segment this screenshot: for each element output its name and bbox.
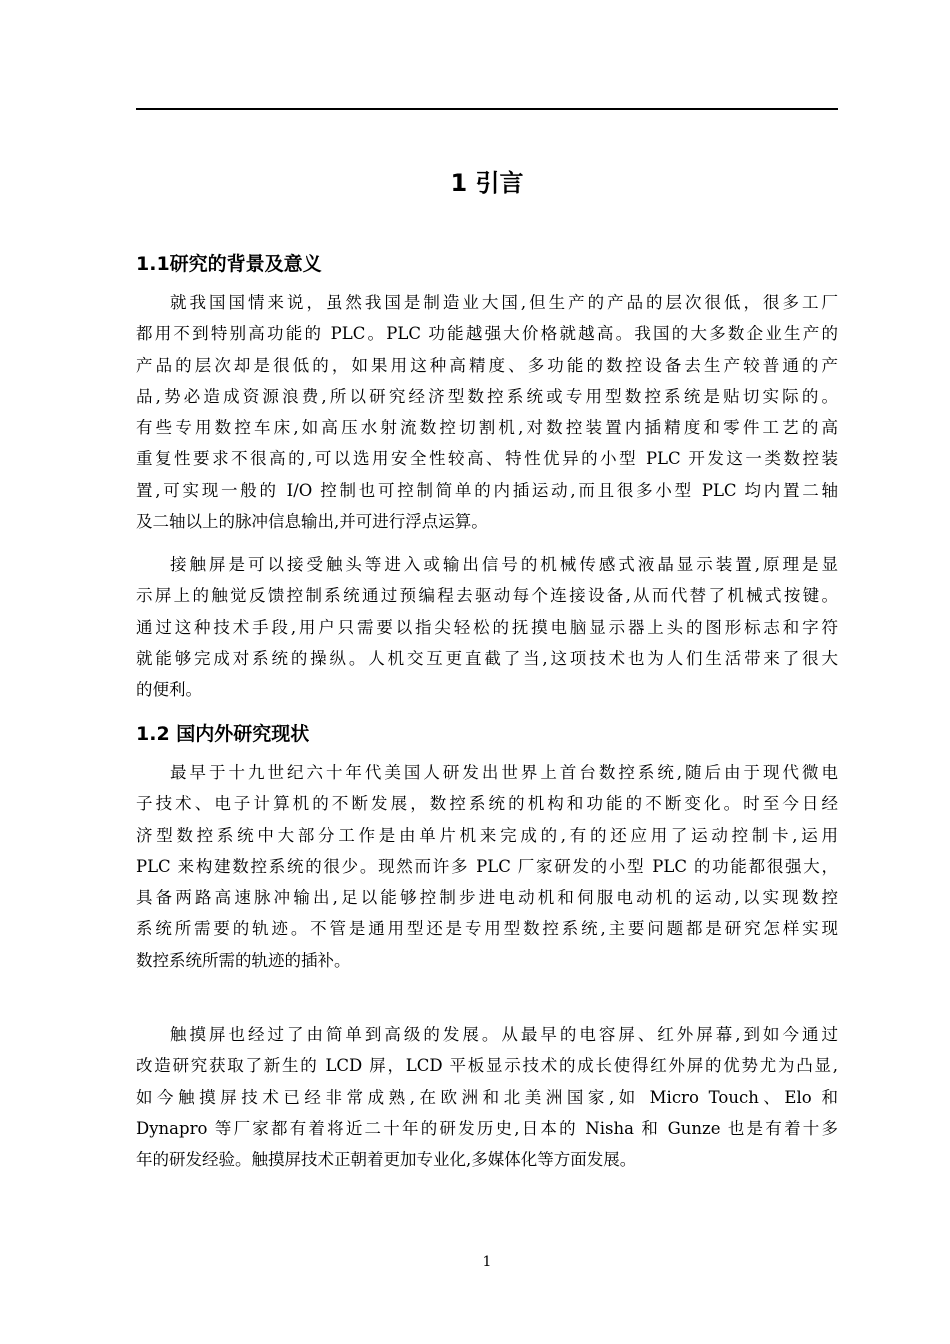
paragraph [136,757,838,976]
paragraph-line: 有些专用数控车床,如高压水射流数控切割机,对数控装置内插精度和零件工艺的高 [136,418,838,438]
paragraph-line: 改造研究获取了新生的 LCD 屏，LCD 平板显示技术的成长使得红外屏的优势尤为凸显, [136,1056,838,1076]
paragraph-line: 都用不到特别高功能的 PLC。PLC 功能越强大价格就越高。我国的大多数企业生产的 [136,324,838,344]
section-title-1-1: 1.1研究的背景及意义 [136,253,322,275]
paragraph [136,1019,838,1175]
paragraph [136,287,838,537]
chapter-title: 1 引言 [450,169,524,197]
paragraph-line: 年的研发经验。触摸屏技术正朝着更加专业化,多媒体化等方面发展。 [136,1150,637,1170]
header-rule [136,108,838,110]
paragraph-line: 品,势必造成资源浪费,所以研究经济型数控系统或专用型数控系统是贴切实际的。 [136,386,838,406]
paragraph-line: 产品的层次却是很低的，如果用这种高精度、多功能的数控设备去生产较普通的产 [136,355,838,375]
paragraph-line: 如今触摸屏技术已经非常成熟,在欧洲和北美洲国家,如 Micro Touch、Elo 和 [136,1087,838,1107]
section-title-1-2: 1.2 国内外研究现状 [136,723,310,745]
paragraph-line: 接触屏是可以接受触头等进入或输出信号的机械传感式液晶显示装置,原理是显 [170,555,838,574]
paragraph-line: 系统所需要的轨迹。不管是通用型还是专用型数控系统,主要问题都是研究怎样实现 [136,919,838,939]
paragraph-line: 示屏上的触觉反馈控制系统通过预编程去驱动每个连接设备,从而代替了机械式按键。 [136,586,838,606]
paragraph-line: 子技术、电子计算机的不断发展，数控系统的机构和功能的不断变化。时至今日经 [136,794,838,814]
paragraph-line: 的便利。 [136,680,202,700]
paragraph-line: 就能够完成对系统的操纵。人机交互更直截了当,这项技术也为人们生活带来了很大 [136,648,838,668]
page-number: 1 [482,1254,492,1270]
paragraph [136,549,838,705]
paragraph-line: PLC 来构建数控系统的很少。现然而许多 PLC 厂家研发的小型 PLC 的功能都很强大， [136,856,838,876]
paragraph-line: 及二轴以上的脉冲信息输出,并可进行浮点运算。 [136,512,488,532]
paragraph-line: 最早于十九世纪六十年代美国人研发出世界上首台数控系统,随后由于现代微电 [170,763,838,782]
paragraph-line: 通过这种技术手段,用户只需要以指尖轻松的抚摸电脑显示器上头的图形标志和字符 [136,617,838,637]
paragraph-line: 济型数控系统中大部分工作是由单片机来完成的,有的还应用了运动控制卡,运用 [136,825,838,845]
paragraph-line: 触摸屏也经过了由简单到高级的发展。从最早的电容屏、红外屏幕,到如今通过 [170,1025,838,1044]
paragraph-line: 具备两路高速脉冲输出,足以能够控制步进电动机和伺服电动机的运动,以实现数控 [136,888,838,908]
paragraph-line: 重复性要求不很高的,可以选用安全性较高、特性优异的小型 PLC 开发这一类数控装 [136,449,838,469]
paragraph-line: 就我国国情来说，虽然我国是制造业大国,但生产的产品的层次很低，很多工厂 [170,293,838,312]
paragraph-line: Dynapro 等厂家都有着将近二十年的研发历史,日本的 Nisha 和 Gunze 也是有着十多 [136,1118,838,1138]
paragraph-line: 数控系统所需的轨迹的插补。 [136,950,351,970]
paragraph-line: 置,可实现一般的 I/O 控制也可控制简单的内插运动,而且很多小型 PLC 均内置二轴 [136,480,838,500]
